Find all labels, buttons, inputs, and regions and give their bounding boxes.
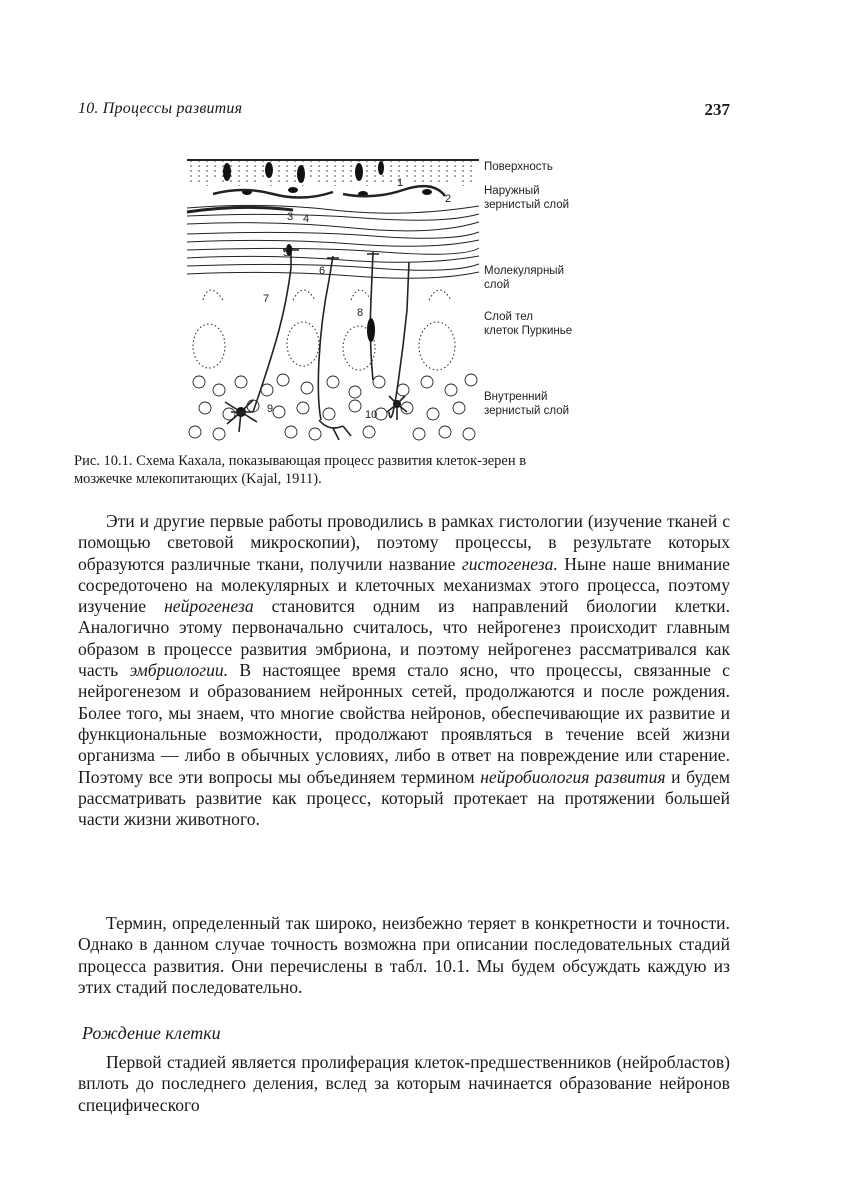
label-surface: Поверхность <box>484 161 553 173</box>
figure-layer-labels <box>484 150 644 442</box>
p1-text-a: Эти и другие первые работы проводились в рамках гистологии (изучение тканей с помощью световой микроскопии), поэтому процессы, в результате которых образуются различные ткани, получили название <box>78 511 730 574</box>
fig-number-7: 7 <box>263 293 270 305</box>
cajal-cerebellum-figure <box>183 150 483 442</box>
label-inner-granular-layer: Внутренний зернистый слой <box>484 391 570 417</box>
p1-text-b: Ныне наше внимание сосредоточено на молекулярных и клеточных механизмах этого процесса, поэтому изучение <box>78 553 730 617</box>
fig-number-6: 6 <box>319 265 326 277</box>
p1-text-c: становится одним из направлений биологии клетки. Аналогично этому первоначально считалось, что нейрогенез происходит главным образом в процессе развития эмбриона, и поэтому нейрогенез рассматривался как часть <box>78 596 730 681</box>
fig-number-1: 1 <box>397 177 404 189</box>
term-embryology: эмбриологии. <box>129 660 229 681</box>
fig-number-10: 10 <box>365 409 378 421</box>
fig-number-4: 4 <box>303 213 310 225</box>
page-number: 237 <box>704 100 730 119</box>
paragraph-1 <box>78 511 730 830</box>
fig-number-3: 3 <box>287 211 294 223</box>
label-outer-granular-layer: Наружный зернистый слой <box>484 185 570 211</box>
figure-caption <box>74 452 730 488</box>
paragraph-3: Первой стадией является пролиферация клеток-предшественников (нейробластов) вплоть до последнего деления, вслед за которым начинается образование нейронов специфического <box>78 1052 730 1115</box>
term-histogenesis: гистогенеза. <box>461 553 558 574</box>
mature-granule-cells <box>225 396 407 440</box>
fig-number-5: 5 <box>283 247 290 259</box>
fig-number-9: 9 <box>267 403 274 415</box>
section-heading: Рождение клетки <box>82 1023 221 1043</box>
purkinje-bodies <box>193 290 455 370</box>
p1-text-e: и будем рассматривать развитие как процесс, который протекает на протяжении большей части жизни животного. <box>78 766 730 830</box>
running-title: 10. Процессы развития <box>78 100 243 117</box>
paragraph-2: Термин, определенный так широко, неизбежно теряет в конкретности и точности. Однако в данном случае точность возможна при описании последовательных стадий процесса развития. Они перечислены в табл. 10.1. Мы будем обсуждать каждую из этих стадий последовательно. <box>78 913 730 997</box>
caption-line-2: мозжечке млекопитающих (Kajal, 1911). <box>74 471 322 487</box>
label-purkinje-layer: Слой тел клеток Пуркинье <box>484 311 573 337</box>
fig-number-8: 8 <box>357 307 364 319</box>
p1-text-d: В настоящее время стало ясно, что процессы, связанные с нейрогенезом и образованием нейронных сетей, продолжаются и после рождения. Более того, мы знаем, что многие свойства нейронов, обеспечивающие их развитие и функциональные возможности, продолжают проявляться в течение всей жизни организма — либо в обычных условиях, либо в ответ на повреждение или старение. Поэтому все эти вопросы мы объединяем термином <box>78 660 730 787</box>
running-head <box>78 100 730 126</box>
term-neurogenesis: нейрогенеза <box>164 596 254 617</box>
caption-line-1: Рис. 10.1. Схема Кахала, показывающая процесс развития клеток-зерен в <box>74 453 527 469</box>
fig-number-2: 2 <box>445 193 452 205</box>
term-developmental-neurobiology: нейробиология развития <box>480 766 666 787</box>
label-molecular-layer: Молекулярный слой <box>484 265 564 291</box>
parallel-fibres <box>187 205 479 278</box>
